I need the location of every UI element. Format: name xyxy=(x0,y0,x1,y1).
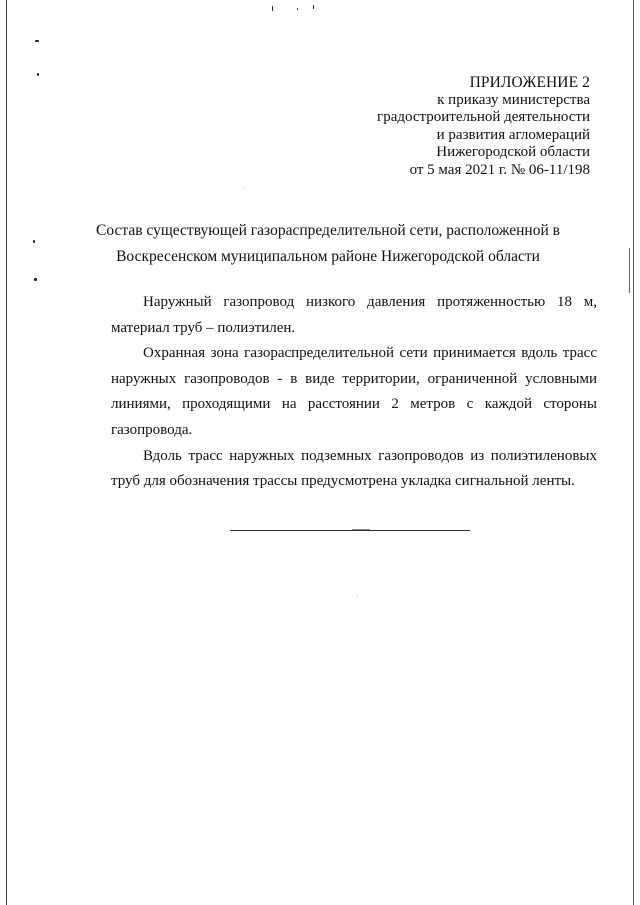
scan-speck xyxy=(272,6,273,11)
scan-edge-mark xyxy=(629,248,630,293)
appendix-line: к приказу министерства xyxy=(437,91,590,108)
appendix-line: градостроительной деятельности xyxy=(377,109,590,126)
scan-speck xyxy=(297,8,298,10)
scan-speck xyxy=(33,240,35,243)
scan-speck xyxy=(352,529,370,530)
scan-speck xyxy=(34,278,37,281)
document-title-line: Состав существующей газораспределительной сети, расположенной в xyxy=(96,222,560,239)
document-title-line: Воскресенском муниципальном районе Нижегородской области xyxy=(116,248,540,265)
appendix-line: Нижегородской области xyxy=(436,144,590,161)
scan-speck xyxy=(35,40,39,42)
scan-edge-right xyxy=(633,0,634,905)
scan-speck xyxy=(244,188,245,189)
document-title xyxy=(60,218,596,270)
appendix-header xyxy=(377,74,590,180)
body-paragraph: Охранная зона газораспределительной сети принимается вдоль трасс наружных газопроводов - в виде территории, ограниченной условными линиями, проходящими на расстоянии 2 метров с каждой стороны газопровода. xyxy=(111,345,597,438)
appendix-line: и развития агломераций xyxy=(436,126,590,143)
scan-speck xyxy=(37,73,39,76)
appendix-title: ПРИЛОЖЕНИЕ 2 xyxy=(469,74,590,91)
appendix-order-date: от 5 мая 2021 г. № 06-11/198 xyxy=(409,161,590,178)
body-paragraph: Вдоль трасс наружных подземных газопроводов из полиэтиленовых труб для обозначения трассы предусмотрена укладка сигнальной ленты. xyxy=(111,447,597,490)
document-body xyxy=(111,290,597,495)
scan-speck xyxy=(357,596,358,597)
body-paragraph: Наружный газопровод низкого давления протяженностью 18 м, материал труб – полиэтилен. xyxy=(111,294,597,336)
closing-rule xyxy=(230,530,470,531)
scan-edge-left xyxy=(6,0,7,905)
scan-speck xyxy=(313,5,314,9)
